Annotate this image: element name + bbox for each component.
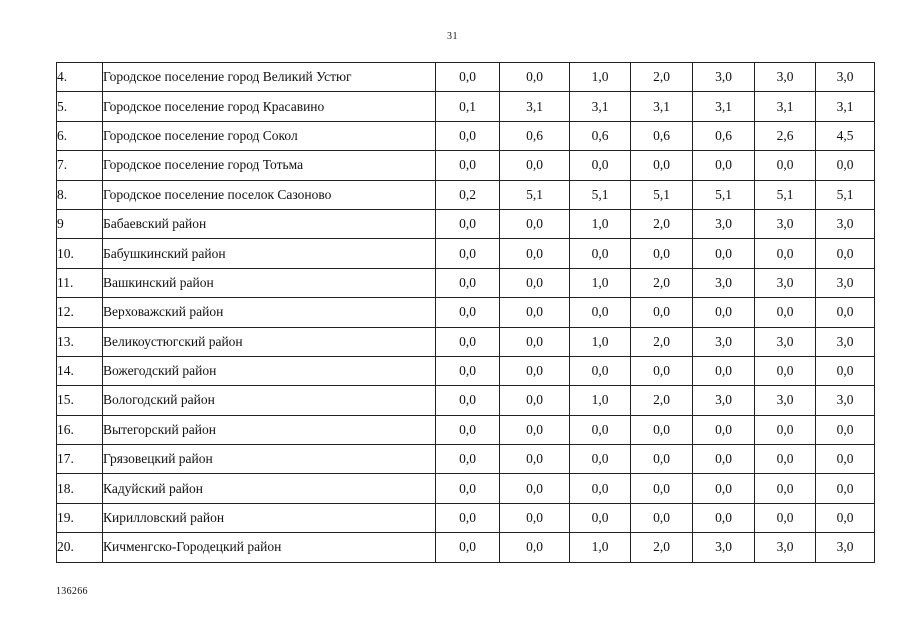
value-cell: 0,0: [693, 298, 755, 327]
row-number: 18.: [57, 474, 103, 503]
table-row: [57, 474, 875, 503]
value-cell: 1,0: [570, 268, 631, 297]
value-cell: 0,0: [755, 474, 816, 503]
value-cell: 0,0: [755, 415, 816, 444]
value-cell: 0,0: [755, 503, 816, 532]
value-cell: 0,6: [500, 121, 570, 150]
value-cell: 2,0: [631, 63, 693, 92]
value-cell: 0,0: [570, 503, 631, 532]
value-cell: 3,0: [755, 327, 816, 356]
value-cell: 0,0: [500, 415, 570, 444]
value-cell: 3,0: [755, 268, 816, 297]
value-cell: 0,0: [436, 151, 500, 180]
row-number: 20.: [57, 533, 103, 562]
value-cell: 2,0: [631, 209, 693, 238]
value-cell: 1,0: [570, 209, 631, 238]
value-cell: 0,1: [436, 92, 500, 121]
value-cell: 0,0: [631, 445, 693, 474]
value-cell: 0,0: [436, 63, 500, 92]
value-cell: 5,1: [570, 180, 631, 209]
row-number: 14.: [57, 356, 103, 385]
value-cell: 0,0: [436, 474, 500, 503]
value-cell: 0,0: [816, 415, 875, 444]
row-number: 19.: [57, 503, 103, 532]
value-cell: 3,0: [755, 386, 816, 415]
municipality-name: Грязовецкий район: [103, 445, 436, 474]
value-cell: 0,0: [693, 415, 755, 444]
table-row: [57, 180, 875, 209]
value-cell: 2,6: [755, 121, 816, 150]
value-cell: 0,0: [816, 445, 875, 474]
value-cell: 0,0: [500, 209, 570, 238]
value-cell: 0,6: [570, 121, 631, 150]
municipality-name: Городское поселение город Великий Устюг: [103, 63, 436, 92]
table-row: [57, 151, 875, 180]
municipality-name: Кадуйский район: [103, 474, 436, 503]
value-cell: 3,0: [816, 209, 875, 238]
value-cell: 0,0: [570, 298, 631, 327]
value-cell: 3,1: [500, 92, 570, 121]
value-cell: 3,1: [816, 92, 875, 121]
value-cell: 3,0: [816, 327, 875, 356]
value-cell: 0,0: [500, 503, 570, 532]
municipality-name: Вологодский район: [103, 386, 436, 415]
table-row: [57, 386, 875, 415]
value-cell: 0,0: [436, 327, 500, 356]
value-cell: 3,0: [816, 63, 875, 92]
value-cell: 3,0: [816, 533, 875, 562]
value-cell: 4,5: [816, 121, 875, 150]
value-cell: 3,0: [693, 268, 755, 297]
row-number: 17.: [57, 445, 103, 474]
municipality-name: Кирилловский район: [103, 503, 436, 532]
value-cell: 0,0: [570, 445, 631, 474]
table-row: [57, 415, 875, 444]
data-table-body: [57, 63, 875, 563]
value-cell: 0,0: [693, 356, 755, 385]
value-cell: 3,0: [693, 63, 755, 92]
table-row: [57, 327, 875, 356]
row-number: 6.: [57, 121, 103, 150]
value-cell: 0,0: [631, 474, 693, 503]
value-cell: 0,0: [500, 298, 570, 327]
table-row: [57, 63, 875, 92]
value-cell: 3,1: [755, 92, 816, 121]
municipality-name: Кичменгско-Городецкий район: [103, 533, 436, 562]
value-cell: 3,0: [816, 268, 875, 297]
value-cell: 0,6: [693, 121, 755, 150]
value-cell: 5,1: [500, 180, 570, 209]
row-number: 5.: [57, 92, 103, 121]
value-cell: 0,0: [570, 474, 631, 503]
value-cell: 3,0: [816, 386, 875, 415]
value-cell: 0,0: [500, 356, 570, 385]
value-cell: 0,0: [436, 386, 500, 415]
table-row: [57, 503, 875, 532]
value-cell: 0,0: [816, 151, 875, 180]
value-cell: 0,0: [436, 356, 500, 385]
row-number: 10.: [57, 239, 103, 268]
municipality-name: Вожегодский район: [103, 356, 436, 385]
value-cell: 2,0: [631, 533, 693, 562]
table-row: [57, 239, 875, 268]
municipality-name: Бабаевский район: [103, 209, 436, 238]
value-cell: 0,0: [500, 474, 570, 503]
value-cell: 0,0: [816, 239, 875, 268]
municipality-name: Городское поселение поселок Сазоново: [103, 180, 436, 209]
document-code: 136266: [56, 586, 88, 597]
value-cell: 0,0: [570, 356, 631, 385]
row-number: 8.: [57, 180, 103, 209]
row-number: 7.: [57, 151, 103, 180]
value-cell: 0,0: [500, 327, 570, 356]
value-cell: 3,1: [693, 92, 755, 121]
value-cell: 0,2: [436, 180, 500, 209]
value-cell: 0,0: [436, 415, 500, 444]
value-cell: 2,0: [631, 386, 693, 415]
value-cell: 0,0: [816, 298, 875, 327]
value-cell: 0,0: [631, 415, 693, 444]
table-row: [57, 298, 875, 327]
value-cell: 0,0: [816, 474, 875, 503]
data-table: [56, 62, 875, 563]
value-cell: 3,0: [755, 63, 816, 92]
table-row: [57, 92, 875, 121]
municipality-name: Великоустюгский район: [103, 327, 436, 356]
municipality-name: Верховажский район: [103, 298, 436, 327]
municipality-name: Городское поселение город Сокол: [103, 121, 436, 150]
row-number: 15.: [57, 386, 103, 415]
value-cell: 0,0: [755, 445, 816, 474]
value-cell: 3,0: [693, 386, 755, 415]
value-cell: 0,0: [500, 445, 570, 474]
value-cell: 1,0: [570, 533, 631, 562]
value-cell: 0,0: [500, 239, 570, 268]
value-cell: 0,0: [755, 298, 816, 327]
value-cell: 0,0: [436, 533, 500, 562]
municipality-name: Бабушкинский район: [103, 239, 436, 268]
value-cell: 0,0: [500, 151, 570, 180]
value-cell: 3,1: [570, 92, 631, 121]
table-row: [57, 533, 875, 562]
municipality-name: Городское поселение город Тотьма: [103, 151, 436, 180]
value-cell: 2,0: [631, 268, 693, 297]
value-cell: 3,0: [755, 533, 816, 562]
value-cell: 0,0: [436, 503, 500, 532]
value-cell: 0,0: [436, 298, 500, 327]
value-cell: 3,0: [755, 209, 816, 238]
value-cell: 1,0: [570, 63, 631, 92]
value-cell: 0,0: [816, 356, 875, 385]
value-cell: 3,0: [693, 327, 755, 356]
row-number: 9: [57, 209, 103, 238]
value-cell: 0,0: [436, 121, 500, 150]
table-row: [57, 268, 875, 297]
value-cell: 0,0: [436, 209, 500, 238]
value-cell: 0,0: [631, 503, 693, 532]
value-cell: 0,0: [816, 503, 875, 532]
value-cell: 0,0: [693, 239, 755, 268]
row-number: 4.: [57, 63, 103, 92]
value-cell: 0,0: [693, 474, 755, 503]
municipality-name: Городское поселение город Красавино: [103, 92, 436, 121]
value-cell: 5,1: [693, 180, 755, 209]
table-row: [57, 356, 875, 385]
value-cell: 0,0: [693, 151, 755, 180]
value-cell: 0,0: [500, 268, 570, 297]
value-cell: 0,0: [755, 356, 816, 385]
value-cell: 0,0: [500, 533, 570, 562]
value-cell: 0,0: [693, 503, 755, 532]
value-cell: 1,0: [570, 386, 631, 415]
municipality-name: Вашкинский район: [103, 268, 436, 297]
value-cell: 0,0: [436, 268, 500, 297]
table-row: [57, 445, 875, 474]
value-cell: 0,0: [631, 356, 693, 385]
value-cell: 0,0: [631, 298, 693, 327]
value-cell: 0,0: [631, 151, 693, 180]
value-cell: 0,0: [755, 239, 816, 268]
table-row: [57, 121, 875, 150]
value-cell: 0,6: [631, 121, 693, 150]
value-cell: 1,0: [570, 327, 631, 356]
row-number: 12.: [57, 298, 103, 327]
value-cell: 5,1: [755, 180, 816, 209]
municipality-name: Вытегорский район: [103, 415, 436, 444]
value-cell: 5,1: [631, 180, 693, 209]
value-cell: 0,0: [500, 386, 570, 415]
value-cell: 0,0: [693, 445, 755, 474]
value-cell: 0,0: [570, 151, 631, 180]
row-number: 11.: [57, 268, 103, 297]
value-cell: 0,0: [570, 239, 631, 268]
value-cell: 0,0: [436, 239, 500, 268]
table-row: [57, 209, 875, 238]
value-cell: 0,0: [631, 239, 693, 268]
value-cell: 0,0: [570, 415, 631, 444]
value-cell: 2,0: [631, 327, 693, 356]
value-cell: 5,1: [816, 180, 875, 209]
value-cell: 3,0: [693, 533, 755, 562]
row-number: 16.: [57, 415, 103, 444]
value-cell: 0,0: [500, 63, 570, 92]
value-cell: 3,1: [631, 92, 693, 121]
value-cell: 0,0: [755, 151, 816, 180]
value-cell: 0,0: [436, 445, 500, 474]
page-number: 31: [447, 31, 458, 42]
value-cell: 3,0: [693, 209, 755, 238]
row-number: 13.: [57, 327, 103, 356]
